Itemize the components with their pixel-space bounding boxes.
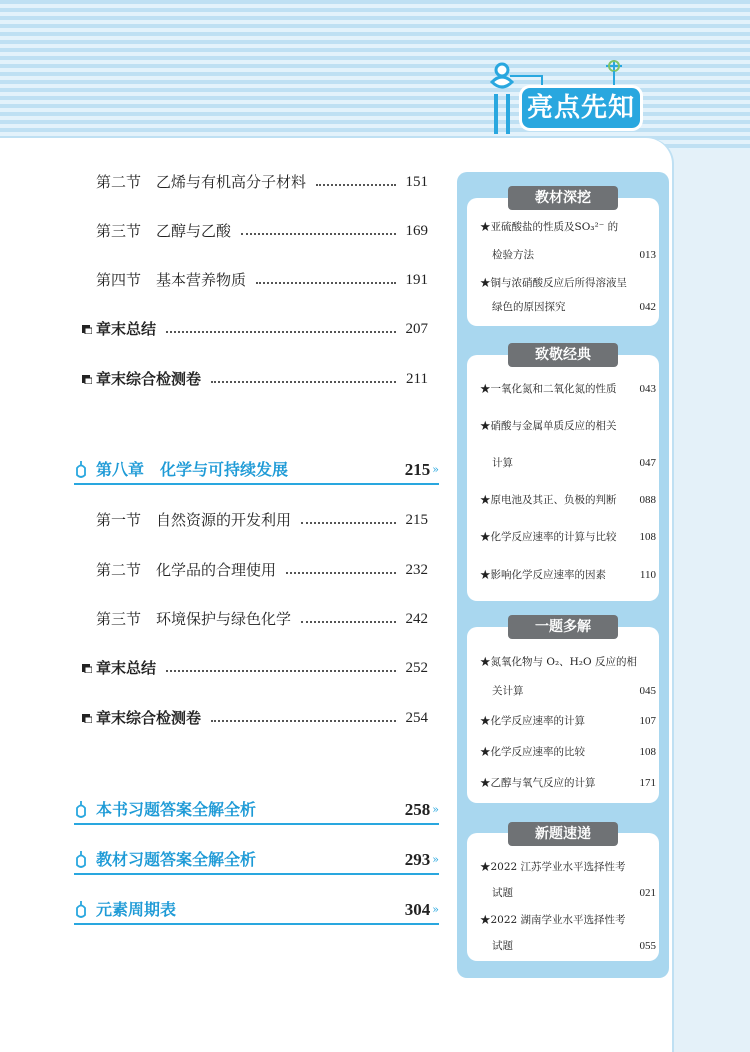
lightbulb-icon: [74, 460, 88, 480]
toc-label: 第二节 乙烯与有机高分子材料: [96, 173, 307, 191]
sidebar-item[interactable]: [480, 419, 656, 433]
toc-page: 242: [405, 611, 428, 627]
item-text-cont: 计算: [492, 457, 513, 469]
toc-label: 第一节 自然资源的开发利用: [96, 511, 292, 529]
toc-row[interactable]: [96, 269, 428, 291]
item-text: ★化学反应速率的计算: [480, 715, 585, 727]
leader-dots: [211, 381, 396, 383]
sidebar-item[interactable]: [480, 568, 656, 582]
sidebar-item[interactable]: [480, 220, 656, 234]
chapter-heading[interactable]: [74, 457, 439, 485]
lightbulb-icon: [74, 900, 88, 920]
item-page: 013: [639, 249, 656, 261]
item-text-cont: 关计算: [492, 685, 524, 697]
sidebar-item[interactable]: [480, 655, 656, 669]
toc-label: 第四节 基本营养物质: [96, 271, 247, 289]
chevron-right-icon: »: [432, 803, 439, 816]
appendix-page: 304: [404, 900, 431, 919]
item-page: 043: [639, 383, 656, 395]
chevron-right-icon: »: [432, 463, 439, 476]
item-page: 171: [639, 777, 656, 789]
item-text: ★影响化学反应速率的因素: [480, 569, 606, 581]
lightbulb-icon: [74, 850, 88, 870]
sidebar-item-cont: [480, 300, 656, 314]
toc-row[interactable]: [96, 559, 428, 581]
leader-dots: [166, 331, 395, 333]
bullet-icon: [82, 713, 92, 723]
bullet-icon: [82, 374, 92, 384]
header-badge: 亮点先知: [522, 88, 640, 128]
item-page: 110: [639, 569, 656, 581]
sidebar-item-cont: [480, 456, 656, 470]
leader-dots: [211, 720, 395, 722]
bullet-icon: [82, 663, 92, 673]
toc-page: 191: [405, 272, 428, 288]
toc-row[interactable]: [82, 707, 428, 729]
appendix-title: 教材习题答案全解全析: [96, 850, 257, 869]
item-page: 042: [639, 301, 656, 313]
toc-row[interactable]: [96, 171, 428, 193]
toc-row[interactable]: [82, 657, 428, 679]
item-page: 045: [639, 685, 656, 697]
sidebar-item[interactable]: [480, 493, 656, 507]
section-tag: 教材深挖: [508, 186, 618, 210]
leader-dots: [241, 233, 395, 235]
sidebar-item-cont: [480, 886, 656, 900]
toc-page: 254: [405, 710, 428, 726]
section-tag: 一题多解: [508, 615, 618, 639]
bullet-icon: [82, 324, 92, 334]
toc-page: 211: [406, 371, 428, 387]
item-page: 108: [639, 531, 656, 543]
appendix-heading[interactable]: [74, 847, 439, 875]
toc-row[interactable]: [82, 318, 428, 340]
toc-page: 232: [405, 562, 428, 578]
item-page: 108: [639, 746, 656, 758]
item-text: ★2022 湖南学业水平选择性考: [480, 914, 626, 926]
item-text-cont: 检验方法: [492, 249, 534, 261]
chapter-page: 215: [404, 460, 431, 479]
toc-page: 169: [405, 223, 428, 239]
toc-label: 第二节 化学品的合理使用: [96, 561, 277, 579]
sidebar-item[interactable]: [480, 530, 656, 544]
sidebar-item[interactable]: [480, 276, 656, 290]
sidebar-item-cont: [480, 939, 656, 953]
item-page: 088: [639, 494, 656, 506]
toc-label: 章末总结: [96, 320, 157, 338]
toc-label: 章末综合检测卷: [96, 370, 202, 388]
section-tag: 致敬经典: [508, 343, 618, 367]
item-text: ★乙醇与氧气反应的计算: [480, 777, 596, 789]
toc-label: 第三节 环境保护与绿色化学: [96, 610, 292, 628]
item-text: ★原电池及其正、负极的判断: [480, 494, 617, 506]
item-page: 107: [639, 715, 656, 727]
sidebar-item[interactable]: [480, 776, 656, 790]
leader-dots: [301, 621, 395, 623]
item-text-cont: 绿色的原因探究: [492, 301, 566, 313]
toc-row[interactable]: [96, 608, 428, 630]
item-page: 021: [639, 887, 656, 899]
sidebar-item[interactable]: [480, 913, 656, 927]
appendix-heading[interactable]: [74, 797, 439, 825]
item-text: ★铜与浓硝酸反应后所得溶液呈: [480, 277, 627, 289]
sidebar-item[interactable]: [480, 860, 656, 874]
section-tag: 新题速递: [508, 822, 618, 846]
leader-dots: [301, 522, 395, 524]
toc-label: 章末综合检测卷: [96, 709, 202, 727]
sidebar-item[interactable]: [480, 382, 656, 396]
item-page: 047: [639, 457, 656, 469]
toc-label: 章末总结: [96, 659, 157, 677]
toc-row[interactable]: [96, 220, 428, 242]
sidebar-item[interactable]: [480, 714, 656, 728]
toc-page: 151: [405, 174, 428, 190]
item-text: ★氮氧化物与 O₂、H₂O 反应的相: [480, 656, 637, 668]
lightbulb-icon: [74, 800, 88, 820]
leader-dots: [166, 670, 395, 672]
item-text-cont: 试题: [492, 940, 513, 952]
appendix-title: 元素周期表: [96, 900, 177, 919]
appendix-page: 293: [404, 850, 431, 869]
item-text: ★一氧化氮和二氧化氮的性质: [480, 383, 617, 395]
sidebar-item[interactable]: [480, 745, 656, 759]
leader-dots: [316, 184, 395, 186]
chapter-title: 第八章 化学与可持续发展: [96, 460, 289, 479]
right-margin-band: [668, 150, 750, 1052]
item-text: ★2022 江苏学业水平选择性考: [480, 861, 626, 873]
toc-row[interactable]: [82, 368, 428, 390]
item-text-cont: 试题: [492, 887, 513, 899]
leader-dots: [256, 282, 395, 284]
item-page: 055: [639, 940, 656, 952]
sidebar-item-cont: [480, 248, 656, 262]
toc-label: 第三节 乙醇与乙酸: [96, 222, 232, 240]
sidebar-item-cont: [480, 684, 656, 698]
item-text: ★亚硫酸盐的性质及SO₃²⁻ 的: [480, 221, 619, 233]
chevron-right-icon: »: [432, 853, 439, 866]
toc-page: 215: [405, 512, 428, 528]
item-text: ★化学反应速率的计算与比较: [480, 531, 617, 543]
appendix-page: 258: [404, 800, 431, 819]
toc-page: 207: [405, 321, 428, 337]
chevron-right-icon: »: [432, 903, 439, 916]
item-text: ★化学反应速率的比较: [480, 746, 585, 758]
item-text: ★硝酸与金属单质反应的相关: [480, 420, 617, 432]
toc-page: 252: [405, 660, 428, 676]
appendix-title: 本书习题答案全解全析: [96, 800, 257, 819]
toc-row[interactable]: [96, 509, 428, 531]
leader-dots: [286, 572, 395, 574]
appendix-heading[interactable]: [74, 897, 439, 925]
